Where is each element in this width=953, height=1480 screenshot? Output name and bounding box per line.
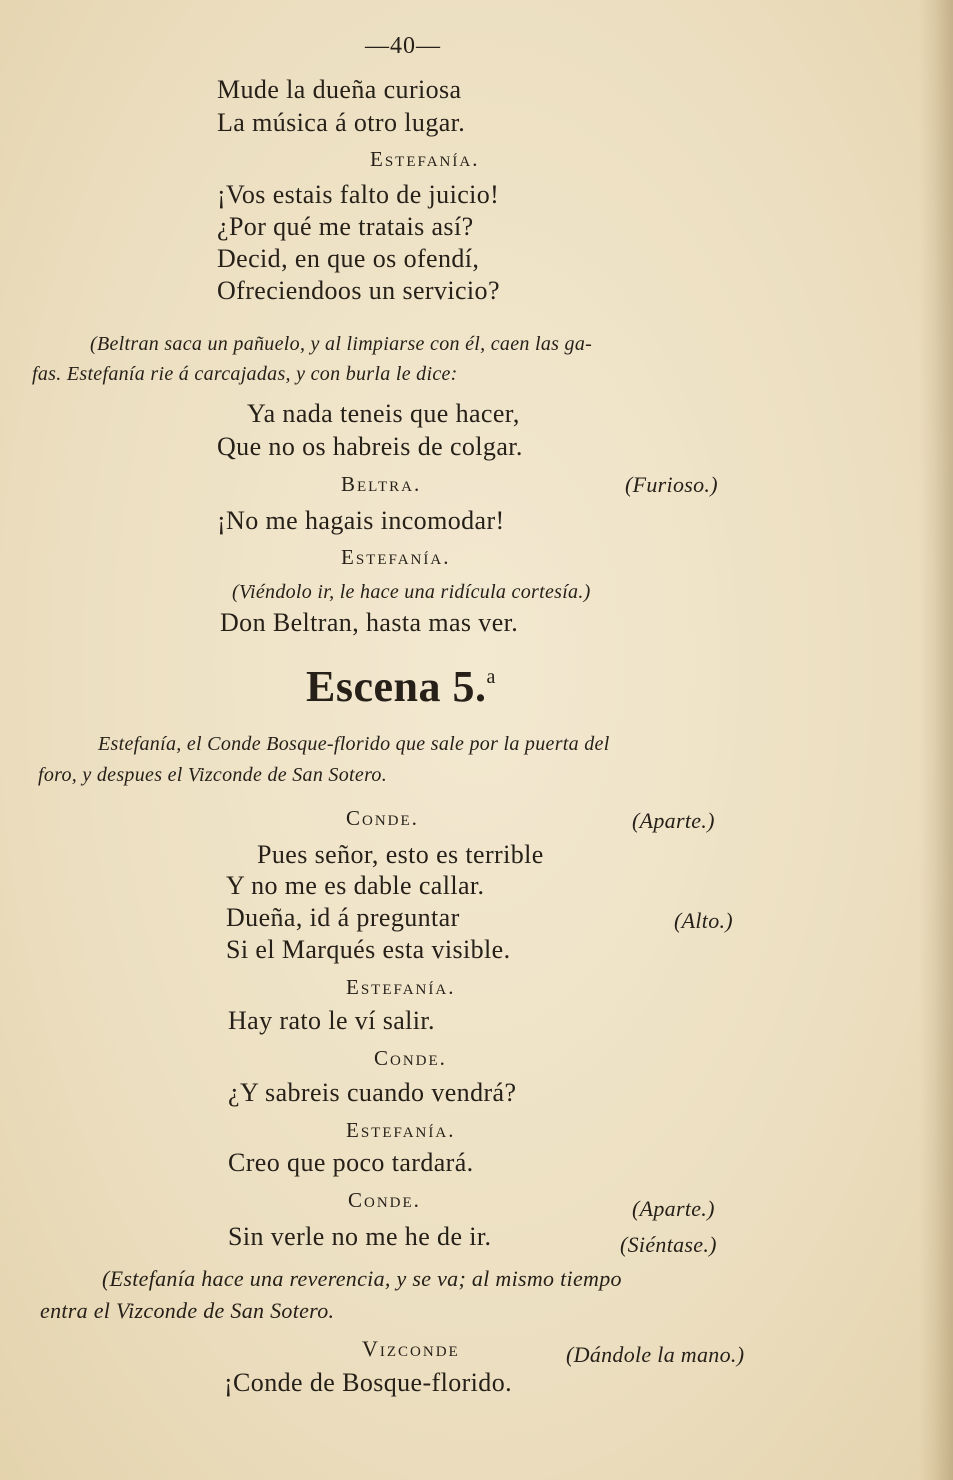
verse-line: Mude la dueña curiosa (217, 75, 462, 104)
verse-line: Hay rato le ví salir. (228, 1006, 435, 1035)
verse-line: Ofreciendoos un servicio? (217, 276, 500, 305)
verse-line: ¡Conde de Bosque-florido. (224, 1368, 513, 1397)
verse-line: Si el Marqués esta visible. (226, 935, 511, 964)
verse-line: ¿Por qué me tratais así? (217, 212, 474, 241)
aside-direction: (Siéntase.) (620, 1232, 717, 1257)
verse-line: La música á otro lugar. (217, 108, 466, 137)
stage-direction: (Estefanía hace una reverencia, y se va; al mismo tiempo (102, 1266, 622, 1291)
verse-line: Que no os habreis de colgar. (217, 432, 523, 461)
verse-line: Ya nada teneis que hacer, (247, 399, 520, 428)
speaker-name: Beltra. (341, 472, 422, 496)
stage-direction: (Viéndolo ir, le hace una ridícula cortesía.) (232, 581, 591, 603)
speaker-name: Estefanía. (341, 545, 451, 569)
speaker-name: Conde. (374, 1046, 447, 1070)
aside-direction: (Aparte.) (632, 1196, 715, 1221)
speaker-name: Estefanía. (346, 1118, 456, 1142)
speaker-name: Estefanía. (346, 975, 456, 999)
stage-direction: fas. Estefanía rie á carcajadas, y con burla le dice: (32, 363, 458, 385)
stage-direction: (Beltran saca un pañuelo, y al limpiarse con él, caen las ga- (90, 333, 593, 355)
speaker-name: Estefanía. (370, 147, 480, 171)
verse-line: ¡No me hagais incomodar! (217, 506, 505, 535)
aside-direction: (Aparte.) (632, 808, 715, 833)
speaker-name: Conde. (348, 1188, 421, 1212)
aside-direction: (Furioso.) (625, 472, 718, 497)
aside-direction: (Dándole la mano.) (566, 1342, 745, 1367)
verse-line: Dueña, id á preguntar (226, 903, 460, 932)
verse-line: ¡Vos estais falto de juicio! (217, 180, 500, 209)
verse-line: Creo que poco tardará. (228, 1148, 474, 1177)
stage-direction: Estefanía, el Conde Bosque-florido que sale por la puerta del (98, 733, 610, 755)
verse-line: ¿Y sabreis cuando vendrá? (228, 1078, 517, 1107)
stage-direction: foro, y despues el Vizconde de San Sotero. (38, 764, 388, 786)
verse-line: Sin verle no me he de ir. (228, 1222, 492, 1251)
aside-direction: (Alto.) (674, 908, 733, 933)
verse-line: Y no me es dable callar. (226, 871, 485, 900)
verse-line: Decid, en que os ofendí, (217, 244, 480, 273)
verse-line: Pues señor, esto es terrible (257, 840, 544, 869)
stage-direction: entra el Vizconde de San Sotero. (40, 1298, 335, 1323)
speaker-name: Conde. (346, 806, 419, 830)
verse-line: Don Beltran, hasta mas ver. (220, 608, 519, 637)
scene-title: Escena 5.$^a$ (306, 662, 496, 711)
page-edge-shadow (919, 0, 953, 1480)
speaker-name: Vizconde (362, 1336, 460, 1361)
page-number: —40— (365, 33, 441, 59)
